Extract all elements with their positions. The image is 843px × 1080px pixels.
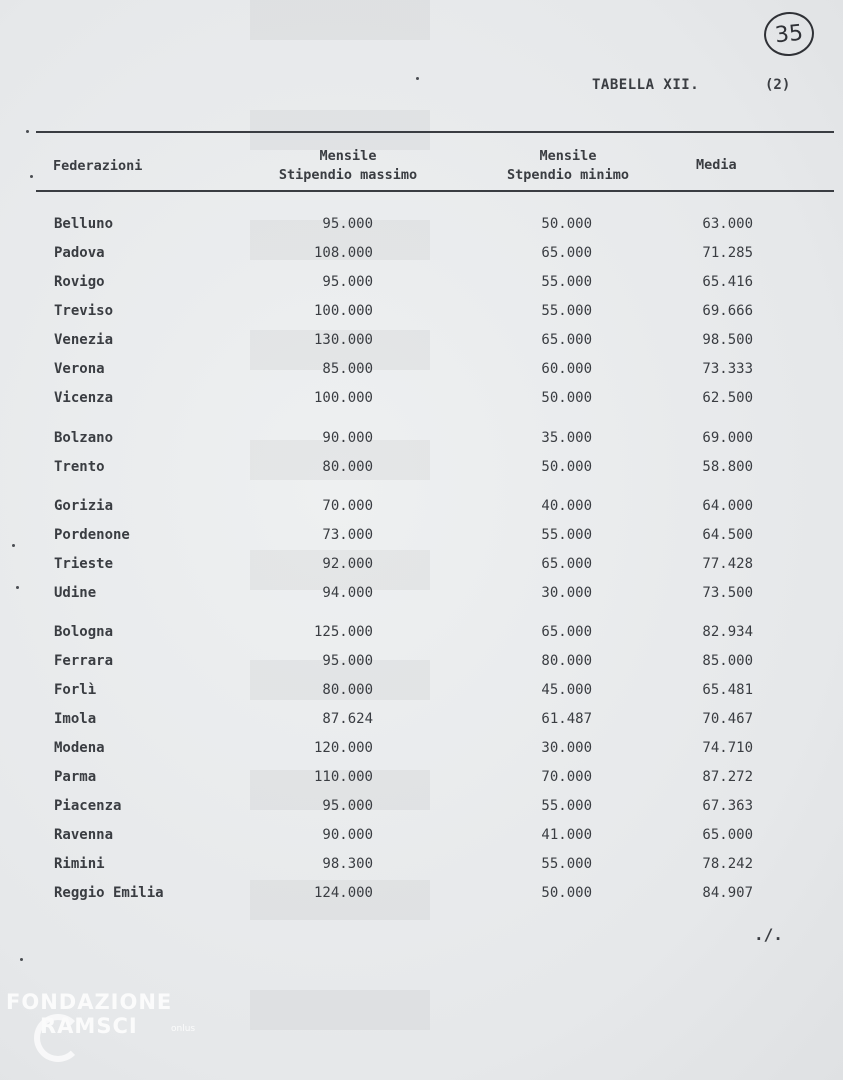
- table-row: [0, 737, 843, 759]
- table-row: [0, 242, 843, 264]
- stipendio-massimo-value: 130.000: [313, 332, 373, 348]
- media-value: 64.000: [702, 498, 753, 514]
- table-row: [0, 766, 843, 788]
- media-value: 98.500: [702, 332, 753, 348]
- stipendio-massimo-value: 70.000: [322, 498, 373, 514]
- stipendio-minimo-value: 45.000: [541, 682, 592, 698]
- media-value: 65.416: [702, 274, 753, 290]
- media-value: 64.500: [702, 527, 753, 543]
- federazione-name: Treviso: [54, 303, 114, 319]
- handwritten-page-number: 35: [762, 10, 816, 59]
- table-row: [0, 213, 843, 235]
- federazione-name: Belluno: [54, 216, 114, 232]
- media-value: 70.467: [702, 711, 753, 727]
- media-value: 87.272: [702, 769, 753, 785]
- stipendio-massimo-value: 92.000: [322, 556, 373, 572]
- stipendio-minimo-value: 55.000: [541, 856, 592, 872]
- media-value: 58.800: [702, 459, 753, 475]
- table-row: [0, 882, 843, 904]
- speck: [20, 958, 23, 961]
- media-value: 63.000: [702, 216, 753, 232]
- media-value: 65.481: [702, 682, 753, 698]
- table-row: [0, 387, 843, 409]
- media-value: 71.285: [702, 245, 753, 261]
- federazione-name: Ferrara: [54, 653, 114, 669]
- table-row: [0, 679, 843, 701]
- stipendio-massimo-value: 73.000: [322, 527, 373, 543]
- stipendio-massimo-value: 124.000: [313, 885, 373, 901]
- stipendio-massimo-value: 125.000: [313, 624, 373, 640]
- table-row: [0, 824, 843, 846]
- federazione-name: Piacenza: [54, 798, 122, 814]
- table-row: [0, 650, 843, 672]
- stipendio-massimo-value: 80.000: [322, 682, 373, 698]
- federazione-name: Bolzano: [54, 430, 114, 446]
- column-header-massimo-line2: Stipendio massimo: [278, 167, 418, 183]
- stipendio-minimo-value: 55.000: [541, 527, 592, 543]
- watermark-sub: onlus: [171, 1024, 196, 1034]
- stipendio-massimo-value: 100.000: [313, 390, 373, 406]
- table-row: [0, 495, 843, 517]
- column-header-media: Media: [696, 157, 737, 173]
- column-header-minimo-line2: Stpendio minimo: [507, 167, 629, 183]
- table-row: [0, 708, 843, 730]
- table-row: [0, 553, 843, 575]
- column-header-massimo-line1: Mensile: [319, 148, 377, 164]
- stipendio-minimo-value: 65.000: [541, 332, 592, 348]
- federazione-name: Ravenna: [54, 827, 114, 843]
- speck: [12, 544, 15, 547]
- stipendio-massimo-value: 94.000: [322, 585, 373, 601]
- federazione-name: Forlì: [54, 682, 97, 698]
- table-row: [0, 300, 843, 322]
- table-row: [0, 524, 843, 546]
- table-row: [0, 795, 843, 817]
- header-rule-bottom: [36, 190, 834, 192]
- media-value: 77.428: [702, 556, 753, 572]
- federazione-name: Reggio Emilia: [54, 885, 164, 901]
- federazione-name: Rovigo: [54, 274, 105, 290]
- media-value: 84.907: [702, 885, 753, 901]
- media-value: 65.000: [702, 827, 753, 843]
- stipendio-massimo-value: 85.000: [322, 361, 373, 377]
- media-value: 69.000: [702, 430, 753, 446]
- stipendio-massimo-value: 95.000: [322, 216, 373, 232]
- table-row: [0, 582, 843, 604]
- media-value: 74.710: [702, 740, 753, 756]
- stipendio-massimo-value: 95.000: [322, 274, 373, 290]
- media-value: 73.500: [702, 585, 753, 601]
- stipendio-minimo-value: 80.000: [541, 653, 592, 669]
- federazione-name: Gorizia: [54, 498, 114, 514]
- table-row: [0, 427, 843, 449]
- federazione-name: Modena: [54, 740, 105, 756]
- table-title: TABELLA XII.: [592, 77, 700, 93]
- stipendio-minimo-value: 50.000: [541, 885, 592, 901]
- federazione-name: Parma: [54, 769, 97, 785]
- federazione-name: Vicenza: [54, 390, 114, 406]
- stipendio-massimo-value: 90.000: [322, 430, 373, 446]
- stipendio-minimo-value: 55.000: [541, 798, 592, 814]
- fondazione-gramsci-watermark: [6, 990, 196, 1038]
- stipendio-massimo-value: 98.300: [322, 856, 373, 872]
- stipendio-massimo-value: 110.000: [313, 769, 373, 785]
- stipendio-minimo-value: 30.000: [541, 585, 592, 601]
- table-row: [0, 621, 843, 643]
- stipendio-massimo-value: 95.000: [322, 653, 373, 669]
- media-value: 85.000: [702, 653, 753, 669]
- stipendio-massimo-value: 90.000: [322, 827, 373, 843]
- federazione-name: Rimini: [54, 856, 105, 872]
- media-value: 78.242: [702, 856, 753, 872]
- stipendio-minimo-value: 55.000: [541, 303, 592, 319]
- speck: [416, 77, 419, 80]
- stipendio-massimo-value: 87.624: [322, 711, 373, 727]
- federazione-name: Pordenone: [54, 527, 130, 543]
- table-row: [0, 456, 843, 478]
- federazione-name: Venezia: [54, 332, 114, 348]
- watermark-line1: FONDAZIONE: [6, 990, 173, 1014]
- stipendio-minimo-value: 65.000: [541, 624, 592, 640]
- media-value: 73.333: [702, 361, 753, 377]
- stipendio-massimo-value: 80.000: [322, 459, 373, 475]
- column-header-stipendio-massimo: [250, 147, 446, 185]
- continuation-mark: ./.: [754, 925, 783, 944]
- column-header-minimo-line1: Mensile: [539, 148, 597, 164]
- federazione-name: Udine: [54, 585, 97, 601]
- media-value: 67.363: [702, 798, 753, 814]
- stipendio-minimo-value: 61.487: [541, 711, 592, 727]
- media-value: 62.500: [702, 390, 753, 406]
- federazione-name: Imola: [54, 711, 97, 727]
- stipendio-minimo-value: 40.000: [541, 498, 592, 514]
- table-row: [0, 853, 843, 875]
- stipendio-minimo-value: 70.000: [541, 769, 592, 785]
- stipendio-minimo-value: 50.000: [541, 459, 592, 475]
- stipendio-massimo-value: 108.000: [313, 245, 373, 261]
- stipendio-minimo-value: 60.000: [541, 361, 592, 377]
- stipendio-minimo-value: 65.000: [541, 556, 592, 572]
- stipendio-massimo-value: 120.000: [313, 740, 373, 756]
- table-part-number: (2): [765, 77, 791, 93]
- stipendio-massimo-value: 100.000: [313, 303, 373, 319]
- federazione-name: Verona: [54, 361, 105, 377]
- header-rule-top: [36, 131, 834, 133]
- speck: [30, 175, 33, 178]
- stipendio-minimo-value: 55.000: [541, 274, 592, 290]
- federazione-name: Trieste: [54, 556, 114, 572]
- federazione-name: Trento: [54, 459, 105, 475]
- column-header-stipendio-minimo: [478, 147, 658, 185]
- stipendio-minimo-value: 30.000: [541, 740, 592, 756]
- media-value: 82.934: [702, 624, 753, 640]
- speck: [16, 586, 19, 589]
- column-header-federazioni: Federazioni: [53, 158, 143, 174]
- table-row: [0, 358, 843, 380]
- speck: [26, 130, 29, 133]
- media-value: 69.666: [702, 303, 753, 319]
- stipendio-massimo-value: 95.000: [322, 798, 373, 814]
- stipendio-minimo-value: 65.000: [541, 245, 592, 261]
- federazione-name: Bologna: [54, 624, 114, 640]
- federazione-name: Padova: [54, 245, 105, 261]
- table-row: [0, 329, 843, 351]
- stipendio-minimo-value: 50.000: [541, 216, 592, 232]
- stipendio-minimo-value: 50.000: [541, 390, 592, 406]
- table-row: [0, 271, 843, 293]
- stipendio-minimo-value: 35.000: [541, 430, 592, 446]
- watermark-line2: RAMSCI: [40, 1014, 138, 1038]
- stipendio-minimo-value: 41.000: [541, 827, 592, 843]
